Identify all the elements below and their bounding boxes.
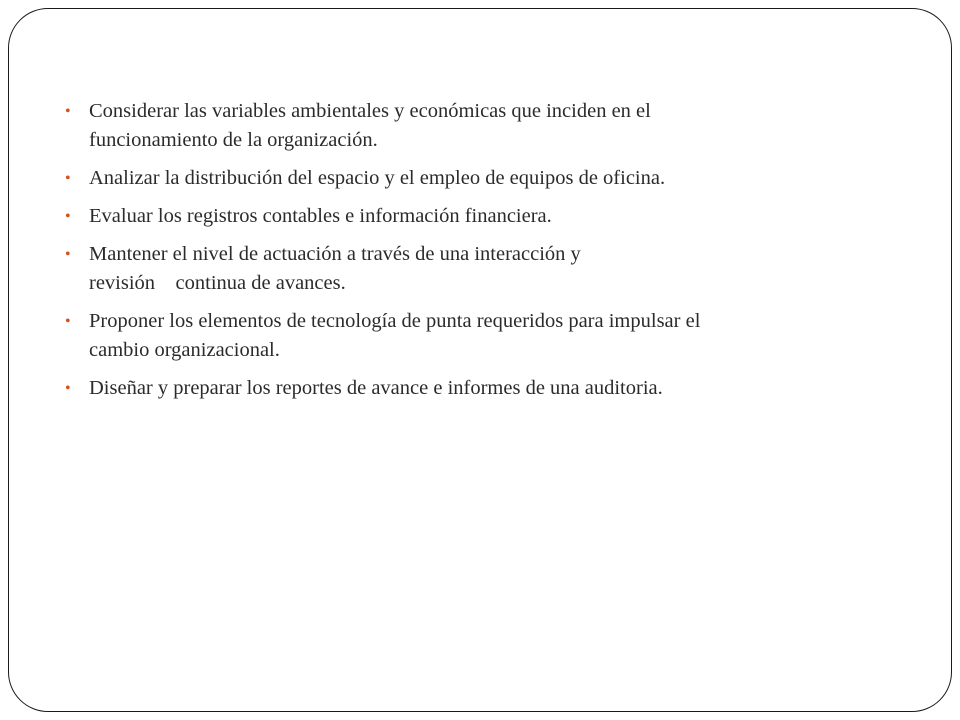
bullet-text: Evaluar los registros contables e información financiera. xyxy=(89,205,552,227)
bullet-item xyxy=(65,240,885,298)
bullet-list xyxy=(65,97,885,412)
bullet-dot-icon: • xyxy=(65,170,71,187)
bullet-item xyxy=(65,374,885,403)
bullet-dot-icon: • xyxy=(65,380,71,397)
bullet-item xyxy=(65,202,885,231)
bullet-text: Mantener el nivel de actuación a través de una interacción y revisión continua de avances. xyxy=(89,243,581,294)
bullet-text: Proponer los elementos de tecnología de punta requeridos para impulsar el cambio organizacional. xyxy=(89,310,701,361)
slide-frame xyxy=(8,8,952,712)
bullet-text: Analizar la distribución del espacio y el empleo de equipos de oficina. xyxy=(89,167,666,189)
bullet-dot-icon: • xyxy=(65,246,71,263)
bullet-item xyxy=(65,307,885,365)
bullet-dot-icon: • xyxy=(65,208,71,225)
bullet-item xyxy=(65,164,885,193)
bullet-item xyxy=(65,97,885,155)
bullet-text: Diseñar y preparar los reportes de avance e informes de una auditoria. xyxy=(89,377,663,399)
bullet-dot-icon: • xyxy=(65,103,71,120)
bullet-dot-icon: • xyxy=(65,313,71,330)
bullet-text: Considerar las variables ambientales y económicas que inciden en el funcionamiento de la organización. xyxy=(89,100,651,151)
